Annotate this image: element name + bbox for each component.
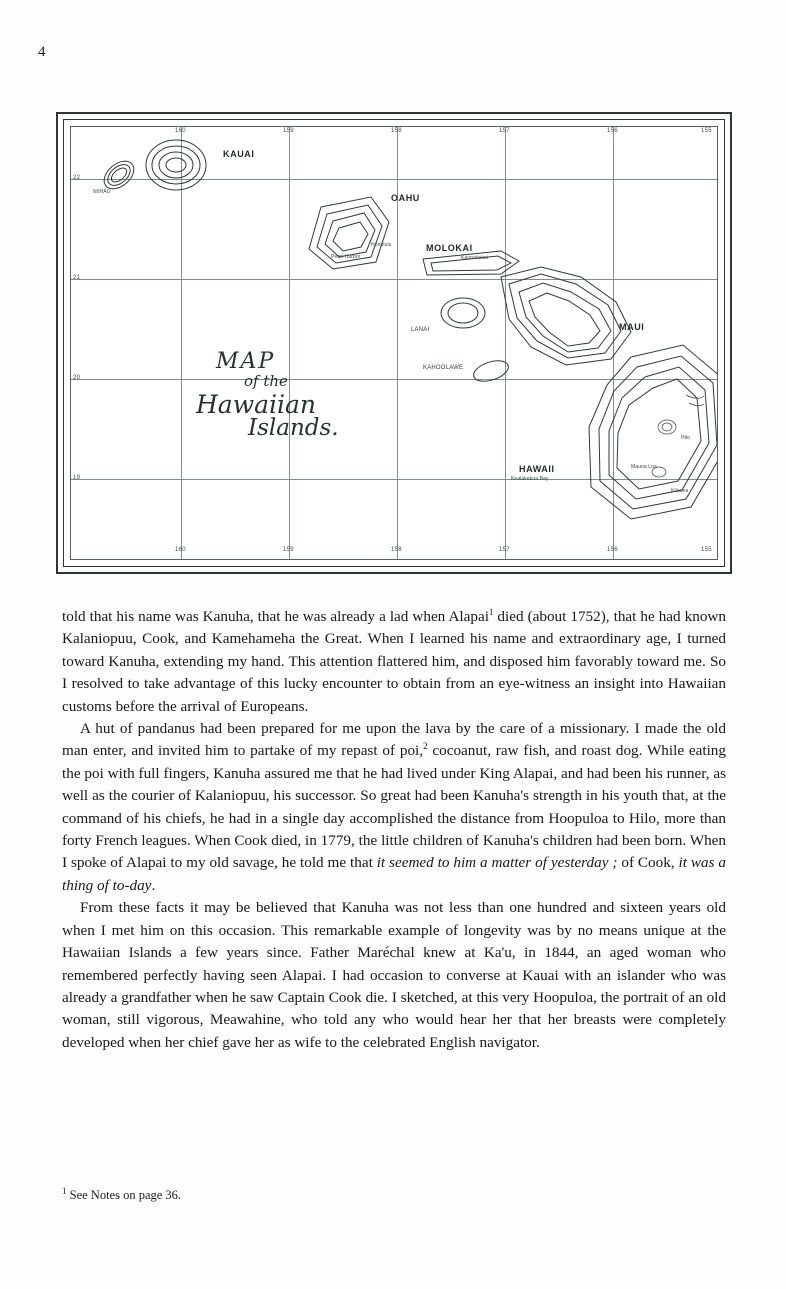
map-title-line-4: Islands. <box>248 415 339 441</box>
island-label-niihau: NIIHAU <box>93 189 111 195</box>
island-label-hawaii: HAWAII <box>519 464 555 474</box>
tick-label-left: 19 <box>73 475 81 481</box>
tick-label-top: 158 <box>391 128 402 134</box>
tick-label-bottom: 157 <box>499 547 510 553</box>
body-text <box>62 606 726 1054</box>
tick-label-top: 156 <box>607 128 618 134</box>
tick-label-bottom: 156 <box>607 547 618 553</box>
paragraph: From these facts it may be believed that Kanuha was not less than one hundred and sixteen years old when I met him on this occasion. This remarkable example of longevity was by no means unique at the Hawaiian Islands a few years since. Father Maréchal knew at Ka'u, in 1844, an aged woman who remembered perfectly having seen Alapai. I had occasion to converse at Kauai with an islander who was already a grandfather when he saw Captain Cook die. I sketched, at this very Hoopuloa, the portrait of an old woman, still vigorous, Meawahine, who told any who would hear her that her breasts were completely developed when her chief gave her as wife to the celebrated English navigator. <box>62 899 726 1051</box>
island-label-maui: MAUI <box>619 322 645 332</box>
tick-label-top: 159 <box>283 128 294 134</box>
place-label-kealakekua-bay: Kealakekua Bay <box>511 476 549 482</box>
tick-label-bottom: 159 <box>283 547 294 553</box>
island-label-kahoolawe: KAHOOLAWE <box>423 365 464 371</box>
map-canvas <box>70 126 718 560</box>
tick-label-top: 155 <box>701 128 712 134</box>
map-title-line-3: Hawaiian <box>196 390 317 419</box>
tick-label-bottom: 160 <box>175 547 186 553</box>
place-label-kaunakakai: Kaunakakai <box>461 255 489 261</box>
footnote-marker: 1 <box>62 1185 67 1196</box>
map-figure <box>56 112 732 574</box>
island-label-lanai: LANAI <box>411 327 430 333</box>
tick-label-bottom: 155 <box>701 547 712 553</box>
tick-label-bottom: 158 <box>391 547 402 553</box>
page-number: 4 <box>38 44 46 60</box>
tick-label-left: 22 <box>73 175 81 181</box>
tick-label-left: 21 <box>73 275 81 281</box>
footnote <box>62 1185 462 1203</box>
place-label-pearl-harbor: Pearl Harbor <box>331 254 361 260</box>
tick-label-top: 160 <box>175 128 186 134</box>
tick-label-top: 157 <box>499 128 510 134</box>
map-title-cartouche <box>196 349 426 441</box>
tick-label-left: 20 <box>73 375 81 381</box>
place-label-kilauea: Kilauea <box>671 488 689 494</box>
place-label-mauna-loa: Mauna Loa <box>631 464 657 470</box>
island-label-kauai: KAUAI <box>223 149 255 159</box>
paragraph: told that his name was Kanuha, that he was already a lad when Alapai$^1$ died (about 1752), that he had known Kalaniopuu, Cook, and Kamehameha the Great. When I learned his name and extraordinary age, I turned toward Kanuha, extending my hand. This attention flattered him, and disposed him favorably toward me. So I resolved to take advantage of this lucky encounter to obtain from an eye-witness an insight into Hawaiian customs before the arrival of Europeans. <box>62 606 726 715</box>
island-label-oahu: OAHU <box>391 193 420 203</box>
island-outlines <box>71 127 718 559</box>
place-label-honolulu: Honolulu <box>371 242 392 248</box>
map-title-line-1: MAP <box>216 349 276 374</box>
paragraph: A hut of pandanus had been prepared for me upon the lava by the care of a missionary. I made the old man enter, and invited him to partake of my repast of poi,$^2$ cocoanut, raw fish, and roast dog. While eating the poi with full fingers, Kanuha assured me that he had lived under King Alapai, and had been his runner, as well as the courier of Kalaniopuu, his successor. So great had been Kanuha's strength in his youth that, at the command of his chiefs, he had in a single day accomplished the distance from Hoopuloa to Hilo, more than forty French leagues. When Cook died, in 1779, the little children of Kanuha's children had been born. When I spoke of Alapai to my old savage, he told me that it seemed to him a matter of yesterday ; of Cook, it was a thing of to-day. <box>62 720 726 894</box>
footnote-text: See Notes on page 36. <box>69 1188 182 1202</box>
map-title-line-2: of the <box>244 372 288 390</box>
place-label-hilo: Hilo <box>681 435 691 441</box>
island-label-molokai: MOLOKAI <box>426 243 473 253</box>
